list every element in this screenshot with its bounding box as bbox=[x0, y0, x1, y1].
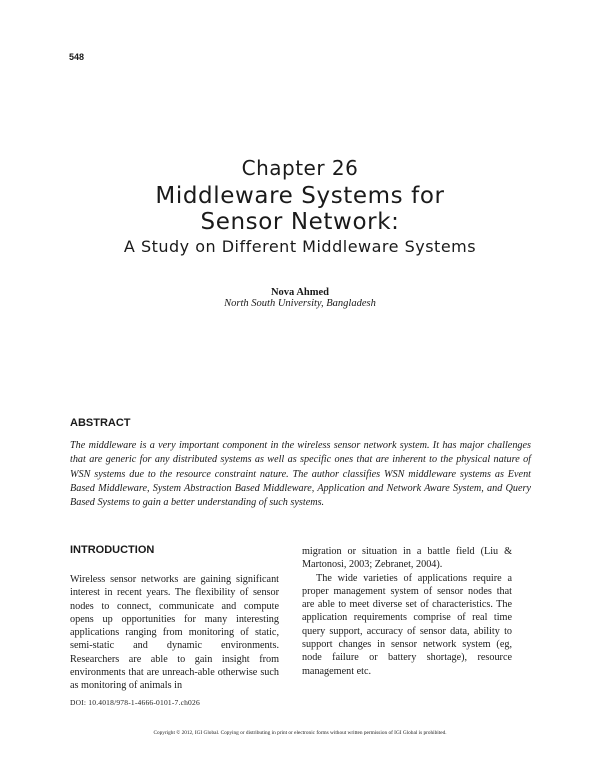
chapter-subtitle: A Study on Different Middleware Systems bbox=[123, 237, 477, 256]
introduction-paragraph-1-continued: migration or situation in a battle field (Liu & Martonosi, 2003; Zebranet, 2004). bbox=[302, 546, 512, 571]
chapter-title bbox=[0, 183, 600, 235]
chapter-title-line1: Middleware Systems for bbox=[155, 183, 445, 209]
chapter-label: Chapter 26 bbox=[241, 156, 359, 180]
chapter-title-line2: Sensor Network: bbox=[200, 209, 400, 235]
abstract-heading: ABSTRACT bbox=[70, 417, 131, 429]
page-number: 548 bbox=[69, 52, 85, 62]
doi: DOI: 10.4018/978-1-4666-0101-7.ch026 bbox=[70, 698, 200, 707]
abstract-text: The middleware is a very important component in the wireless sensor network system. It has major challenges that are generic for any distributed systems as well as specific ones that are inherent to the physical nature of WSN systems due to the resource constraint nature. The author classifies WSN middleware systems as Event Based Middleware, System Abstraction Based Middleware, Application and Network Aware System, and Query Based Systems to gain a better understanding of such systems. bbox=[70, 440, 531, 509]
introduction-heading: INTRODUCTION bbox=[70, 544, 155, 556]
introduction-left-column bbox=[70, 573, 279, 693]
author-affiliation: North South University, Bangladesh bbox=[224, 298, 376, 309]
introduction-right-column bbox=[302, 545, 512, 678]
introduction-paragraph-1: Wireless sensor networks are gaining significant interest in recent years. The flexibility of sensor nodes to connect, communicate and compute opens up opportunities for many interesting applications ranging from monitoring of static, semi-static and dynamic environments. Researchers are able to gain insight from environments that are unreach-able otherwise such as monitoring of animals in bbox=[70, 574, 279, 692]
copyright-notice: Copyright © 2012, IGI Global. Copying or distributing in print or electronic forms without written permission of IGI Global is prohibited. bbox=[153, 730, 447, 736]
author-name: Nova Ahmed bbox=[270, 287, 330, 298]
introduction-paragraph-2: The wide varieties of applications require a proper management system of sensor nodes that are able to meet diverse set of characteristics. The application requirements comprise of real time query support, accuracy of sensor data, ability to support changes in sensor network system (eg, node failure or battery shortage), resource management etc. bbox=[302, 572, 512, 677]
